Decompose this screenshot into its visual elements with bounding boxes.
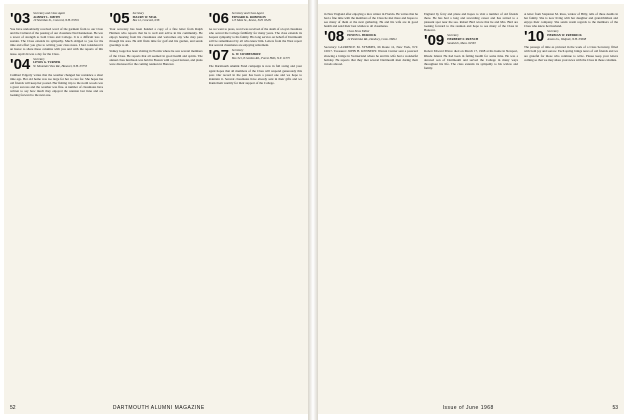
class-notes-text: Secretary: LAURENCE M. SYMMES, 66 Route 12, New York, N.Y. 10017. Treasurer: JOHN H. KENNEDY. Warren Currier sent a postcard showing a bridge in Switzerland where he and his wife had a wonderful holiday. He reports that they met several Dartmouth men during their travels abroad. <box>324 45 418 66</box>
secretary-block <box>33 12 79 23</box>
left-column-2 <box>109 10 202 400</box>
page-gutter <box>308 0 318 420</box>
class-notes-entry <box>524 12 618 28</box>
class-year: '05 <box>109 10 130 27</box>
secretary-block <box>232 12 272 23</box>
right-footer-title: Issue of June 1968 <box>442 405 494 411</box>
class-year-header <box>324 28 418 46</box>
class-year-header <box>524 28 618 46</box>
class-notes-entry <box>109 49 202 65</box>
secretary-role: Secretary <box>132 11 144 15</box>
left-column-3 <box>209 10 302 400</box>
class-notes-entry <box>424 12 518 32</box>
left-column-1 <box>10 10 103 400</box>
class-notes-entry <box>10 55 104 98</box>
class-notes-text: England by ferry and plane and hopes to visit a number of old friends there. He has had a long and rewarding career and has retired to a pleasant spot near the sea. Robert Bird wrote that he and Mrs. Bird are looking forward to the reunion and hope to see many of the Class in Hanover. <box>424 12 518 33</box>
secretary-role: Secretary <box>447 33 459 38</box>
class-notes-text: Sidney Gage has been visiting in Florida where he saw several members of the Class. He reports that all seemed in good health and spirits. The annual class luncheon was held in Boston with a good turnout, and plans were discussed for the coming reunion in Hanover. <box>109 49 203 66</box>
secretary-role: Secretary <box>547 29 559 34</box>
secretary-name: HERMAN W. FREDRICK <box>547 32 582 37</box>
secretary-block <box>232 49 290 60</box>
class-notes-text: Cuthbert Edgerly writes that the weather changed her residence a short time ago. Her old home was too large for her to care for. She hopes her old friends will keep her posted. Her fishing trip to the north woods was a great success and the weather was fine. A number of classmates have written to say how much they enjoyed the reunion last June and are looking forward to the next one. <box>10 72 104 98</box>
class-notes-entry <box>109 12 202 47</box>
class-notes-text: The Dartmouth Alumni Fund campaign is now in full swing and your agent hopes that all members of the Class will respond generously this year. Our record in the past has been a proud one and we hope to maintain it. Several classmates have already sent in their gifts and we thank them warmly for their support of the College. <box>208 64 302 85</box>
class-notes-entry <box>209 12 302 47</box>
secretary-role: Class News Editor <box>347 29 370 34</box>
class-year: '04 <box>10 55 31 73</box>
class-notes-entry <box>524 30 618 61</box>
secretary-address: Box 321, 8 Gordon Rd., Forest Hills, N.Y. 11375 <box>231 55 290 60</box>
secretary-role: Secretary and Class Agent <box>33 11 66 15</box>
class-year: '07 <box>208 47 229 65</box>
class-year: '06 <box>208 10 229 27</box>
class-year-header <box>209 12 302 25</box>
secretary-name: ALBERT L. SMITH <box>33 14 60 19</box>
secretary-name: LEWIS G. TURNER <box>33 60 61 65</box>
class-year-header <box>109 12 202 25</box>
secretary-block <box>33 58 87 69</box>
right-column-3 <box>524 10 618 400</box>
class-notes-text: As we went to press, word was received of the death of a loyal classmate who served the College faithfully for many years. The class extends its deepest sympathy to his family. His long service on behalf of Dartmouth will be remembered by all who knew him. Letters from the West report that several classmates are enjoying retirement. <box>208 27 302 48</box>
right-column-2 <box>424 10 518 400</box>
secretary-name: MAURY W. NEAL <box>132 14 158 19</box>
class-notes-entry <box>424 34 518 69</box>
class-notes-text: Robert Edward Prince died on March 17, 1968 at his home in Newport, Rhode Island. He had been in failing health for some time. He was a devoted son of Dartmouth and served the College in many ways throughout his life. The class extends its sympathy to his widow and family. <box>424 49 518 70</box>
secretary-role: Secretary <box>231 48 244 53</box>
class-notes-text: The passage of time as pictured in the work of a Class Secretary, filled with both joy and sorrow. Each spring brings news of old friends and we are grateful for those who continue to write. Please keep your letters coming so that we may share your news with the Class in these columns. <box>524 45 618 62</box>
left-page <box>4 4 308 414</box>
secretary-name: EDWARD K. ROBINSON <box>231 14 266 19</box>
right-column-1 <box>324 10 418 400</box>
secretary-address: Box 12, Concord, N.H. <box>132 18 161 23</box>
secretary-address: 19 Sheridan St., Concord, N.H. 03301 <box>33 18 79 23</box>
class-notes-text: A letter from Stapleton M. Ross, widow of Billy, tells of three deaths in her family. She is now living with her daughter and grandchildren and enjoys their company. She sends warm regards to the members of the Class who knew her husband. <box>524 12 618 29</box>
class-notes-text: Your secretary has been handed a copy of a fine letter from Ralph Harmon who reports that he is well and active in his community. He enjoys hearing from his classmates and welcomes any who may pass through his area. He still finds time for golf and his garden, and sends greetings to all. <box>109 27 203 48</box>
class-year: '10 <box>524 28 545 46</box>
secretary-block <box>133 12 160 23</box>
secretary-address: 12 Pembroke Rd., Danbury, Conn. 06812 <box>347 36 397 41</box>
class-notes-entry <box>324 12 418 28</box>
class-notes-text: You have undoubtedly received word of the garment from to our Class and the Cultural of the passing of our classmate Ned Kenneison. He was a tower of strength to both Class and College. It is a difficult loss to sustain. The Class extends its sympathy. Much obliged to you for the time and effort you give to writing your class notes. I had considered it an honor to share these columns with you and with the reports of this issue. April 24 was a day for the Class. <box>10 27 104 56</box>
right-page-columns <box>324 10 618 400</box>
class-year-header <box>208 47 302 65</box>
class-notes-entry <box>10 12 103 56</box>
class-year-header <box>424 32 518 50</box>
class-year-header <box>10 12 103 25</box>
left-footer-title: DARTMOUTH ALUMNI MAGAZINE <box>112 405 205 411</box>
secretary-name: HERBERT F. FRENCH <box>447 37 479 42</box>
right-page <box>318 4 624 414</box>
class-notes-entry <box>209 49 302 84</box>
secretary-address: Anson Ln., Walpole, N.H. 03608 <box>547 36 587 41</box>
secretary-role: Secretary and Class Agent <box>231 11 264 15</box>
secretary-block <box>347 30 397 41</box>
class-year-header <box>10 55 103 73</box>
secretary-name: G. W. SWOBESHOFF <box>231 52 261 57</box>
secretary-name: EDWIN L. BURDICK <box>347 32 377 37</box>
left-page-footer <box>10 405 302 411</box>
secretary-address: 115 Main St., Keene, N.H. 03431 <box>231 18 272 23</box>
class-year: '03 <box>10 10 31 27</box>
secretary-address: W. Mountain View Rd., Hanover, N.H. 03755 <box>33 63 88 68</box>
class-notes-text: in New England after enjoying a nice winter in Florida. He writes that he had a fine time with the members of the Class he met there and hopes to see many of them at the next gathering. He and his wife are in good health and send their best wishes to all classmates. <box>324 12 418 29</box>
secretary-block <box>447 34 478 45</box>
left-page-columns <box>10 10 302 400</box>
secretary-address: Sandwich, Mass. 02563 <box>447 40 476 45</box>
secretary-role: Secretary <box>33 56 45 61</box>
secretary-block <box>547 30 586 41</box>
class-year: '08 <box>324 28 345 46</box>
right-page-footer <box>324 405 618 411</box>
left-page-number: 52 <box>10 405 16 411</box>
right-page-number: 53 <box>612 405 618 411</box>
class-notes-entry <box>324 30 418 65</box>
class-year: '09 <box>424 32 445 50</box>
